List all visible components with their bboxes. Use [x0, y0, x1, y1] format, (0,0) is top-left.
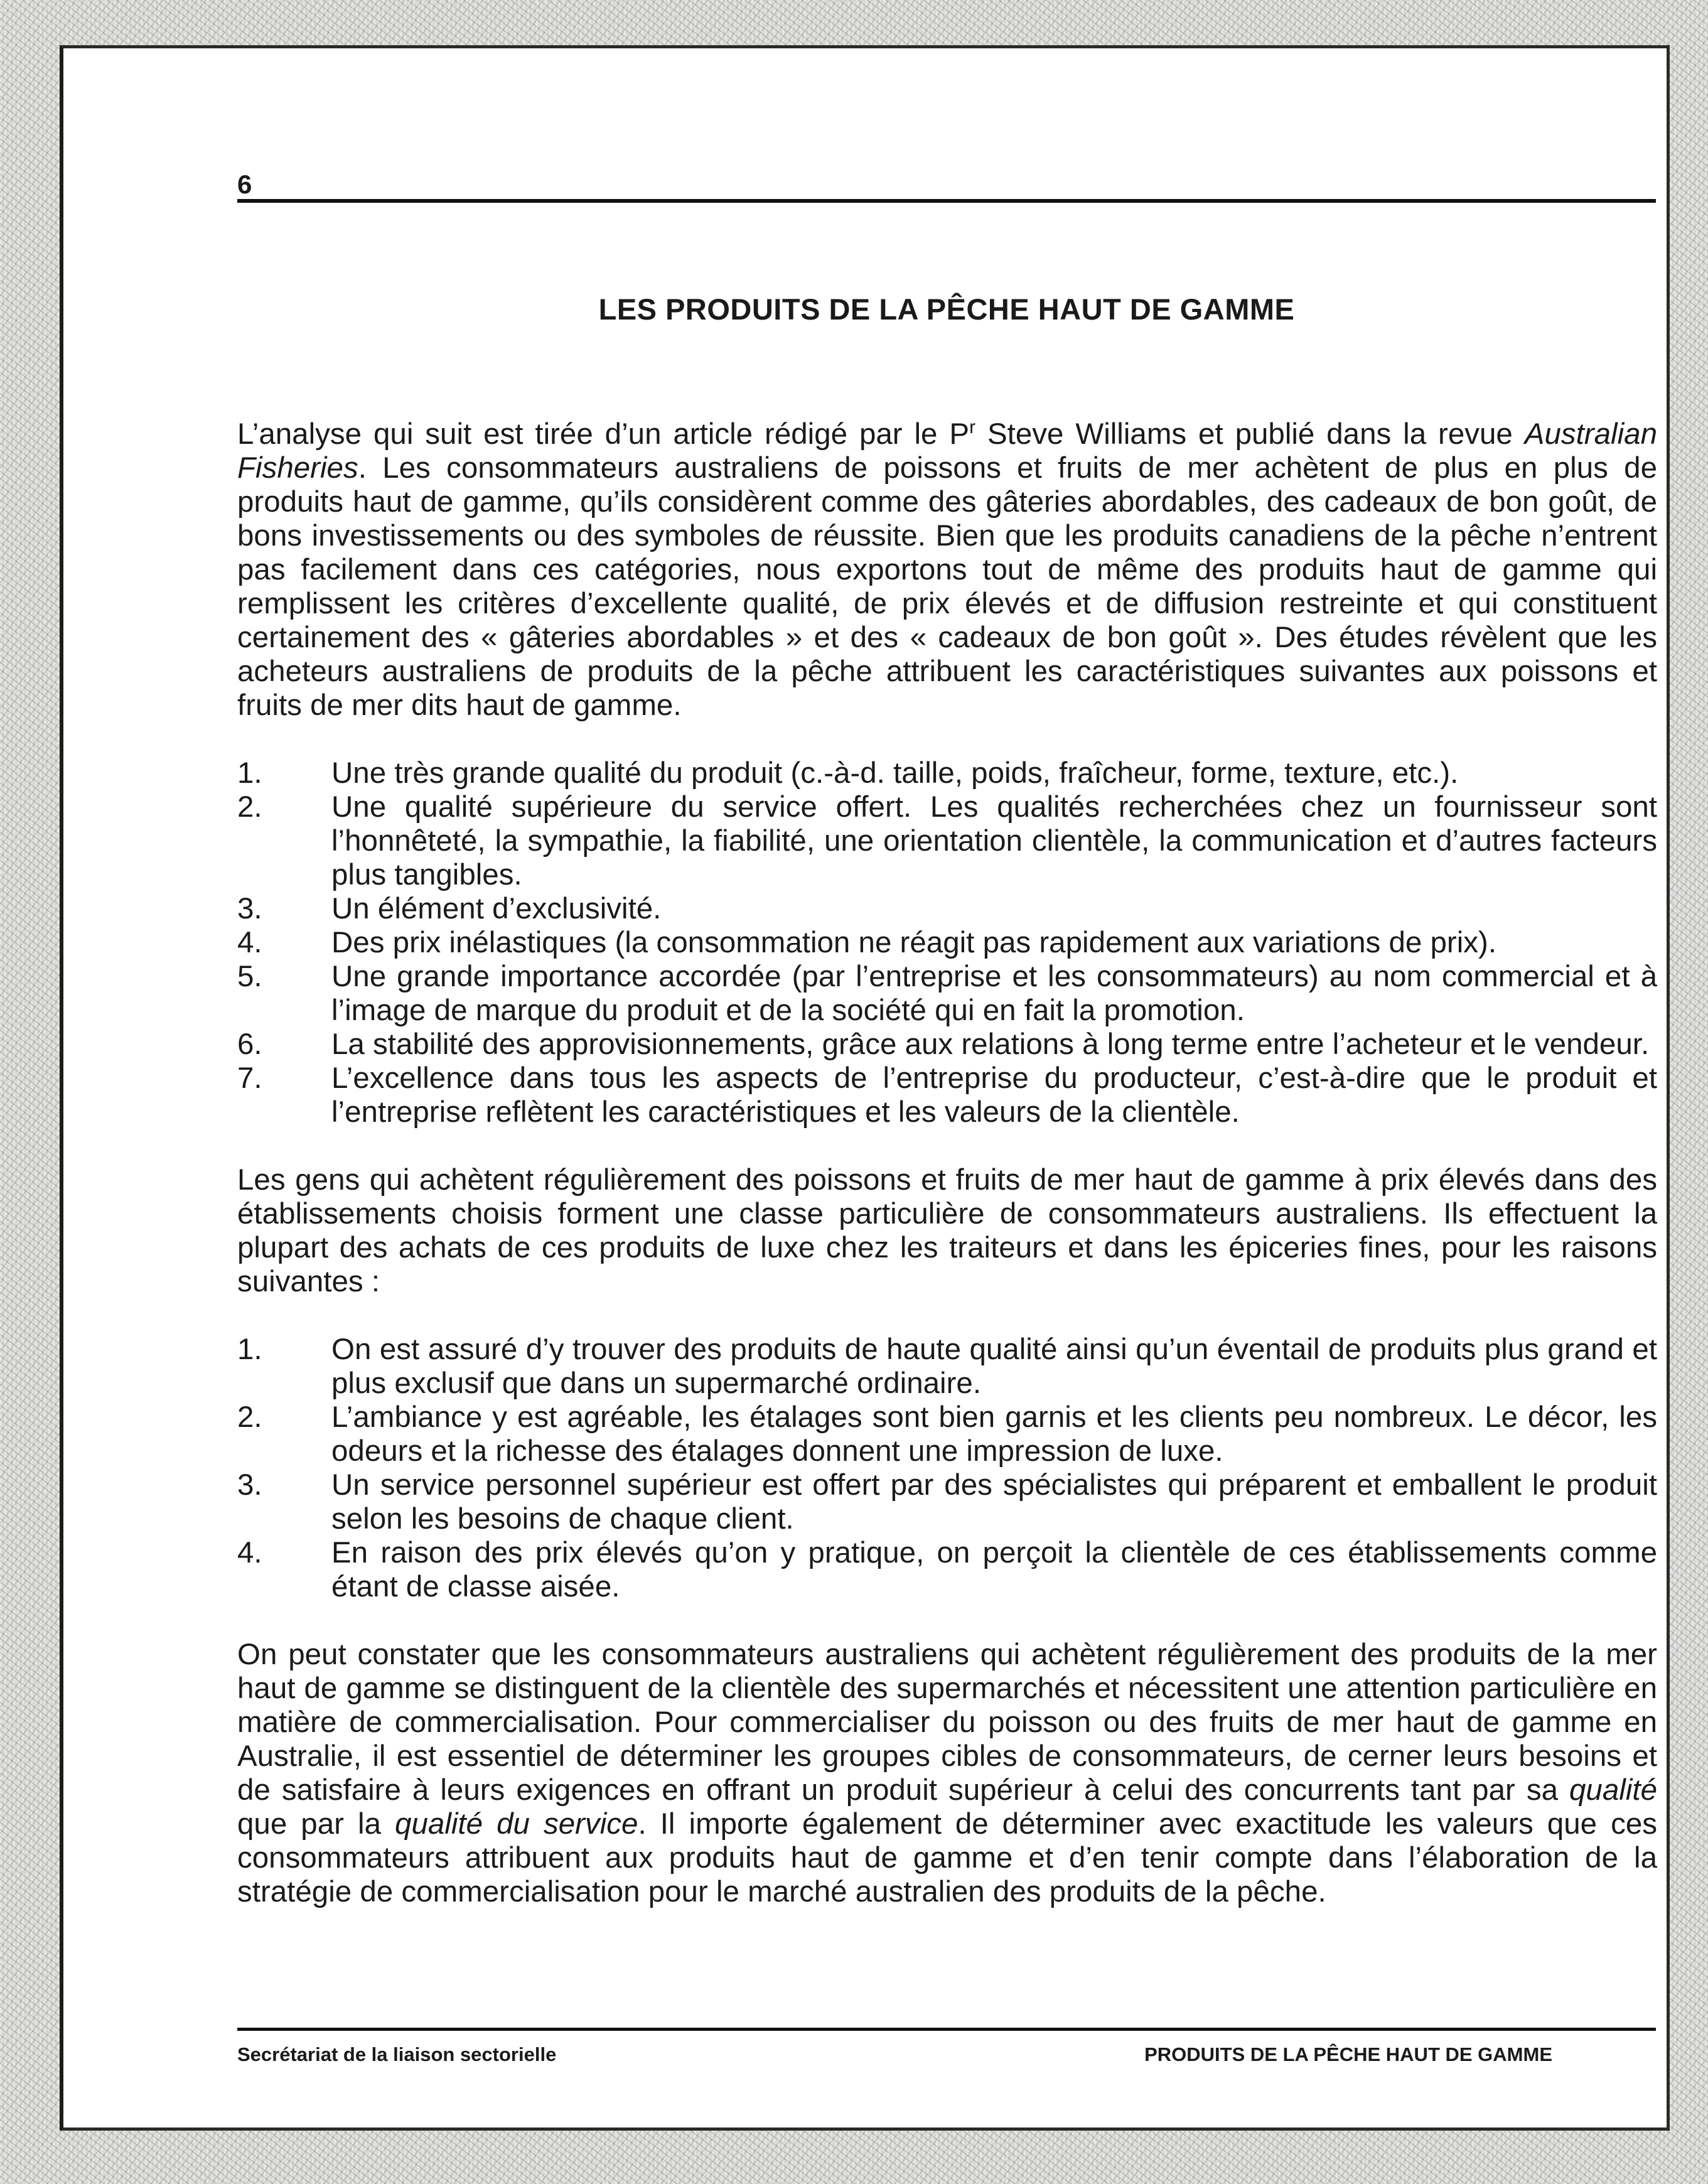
list-text: Des prix inélastiques (la consommation ne réagit pas rapidement aux variations de prix).: [331, 926, 1497, 959]
list-text: Une grande importance accordée (par l’entreprise et les consommateurs) au nom commercial et à l’image de marque du produit et de la société qui en fait la promotion.: [331, 960, 1657, 1027]
characteristics-list: [237, 756, 1657, 1129]
list-text: L’ambiance y est agréable, les étalages sont bien garnis et les clients peu nombreux. Le décor, les odeurs et la richesse des étalages donnent une impression de luxe.: [331, 1401, 1657, 1468]
document-page: [60, 45, 1670, 2131]
list-text: En raison des prix élevés qu’on y pratique, on perçoit la clientèle de ces établissements comme étant de classe aisée.: [331, 1536, 1657, 1603]
page-number: 6: [237, 169, 252, 199]
intro-text-1: L’analyse qui suit est tirée d’un article rédigé par le P: [237, 417, 970, 451]
article-body: [237, 417, 1657, 1909]
intro-paragraph: [237, 417, 1657, 723]
list-item: [237, 892, 1657, 926]
list-item: [237, 1028, 1657, 1062]
footer-right: PRODUITS DE LA PÊCHE HAUT DE GAMME: [1144, 2043, 1552, 2065]
list-number: 4.: [237, 1536, 262, 1569]
reasons-list: [237, 1333, 1657, 1604]
list-number: 7.: [237, 1062, 262, 1095]
list-text: La stabilité des approvisionnements, grâce aux relations à long terme entre l’acheteur et le vendeur.: [331, 1028, 1650, 1061]
intro-text-2: Steve Williams et publié dans la revue: [975, 417, 1525, 451]
conclusion-text-2: que par la: [237, 1807, 395, 1841]
list-number: 4.: [237, 926, 262, 959]
list-text: Un service personnel supérieur est offert par des spécialistes qui préparent et emballent le produit selon les besoins de chaque client.: [331, 1468, 1657, 1536]
emphasis-quality: qualité: [1569, 1773, 1657, 1807]
list-item: [237, 1401, 1657, 1468]
list-item: [237, 1333, 1657, 1401]
list-number: 3.: [237, 1468, 262, 1502]
list-number: 3.: [237, 892, 262, 925]
footer-left: Secrétariat de la liaison sectorielle: [237, 2043, 557, 2065]
conclusion-paragraph: [237, 1638, 1657, 1909]
list-text: L’excellence dans tous les aspects de l’entreprise du producteur, c’est-à-dire que le produit et l’entreprise reflètent les caractéristiques et les valeurs de la clientèle.: [331, 1062, 1657, 1129]
list-number: 6.: [237, 1028, 262, 1061]
list-item: [237, 790, 1657, 892]
list-item: [237, 1536, 1657, 1604]
list-number: 5.: [237, 960, 262, 993]
footer-rule: [237, 2028, 1656, 2031]
list-text: On est assuré d’y trouver des produits de haute qualité ainsi qu’un éventail de produits plus grand et plus exclusif que dans un supermarché ordinaire.: [331, 1333, 1657, 1400]
list-text: Un élément d’exclusivité.: [331, 892, 662, 925]
list-number: 1.: [237, 756, 262, 790]
list-number: 2.: [237, 790, 262, 824]
list-number: 2.: [237, 1401, 262, 1434]
title-superscript: r: [969, 417, 976, 438]
page-title: LES PRODUITS DE LA PÊCHE HAUT DE GAMME: [598, 293, 1295, 326]
intro-text-3: . Les consommateurs australiens de poissons et fruits de mer achètent de plus en plus de produits haut de gamme, qu’ils considèrent comme des gâteries abordables, des cadeaux de bon goût, de bons investissements ou des symboles de réussite. Bien que les produits canadiens de la pêche n’entrent pas facilement dans ces catégories, nous exportons tout de même des produits haut de gamme qui remplissent les critères d’excellente qualité, de prix élevés et de diffusion restreinte et qui constituent certainement des « gâteries abordables » et des « cadeaux de bon goût ». Des études révèlent que les acheteurs australiens de produits de la pêche attribuent les caractéristiques suivantes aux poissons et fruits de mer dits haut de gamme.: [237, 451, 1657, 722]
consumer-paragraph: Les gens qui achètent régulièrement des poissons et fruits de mer haut de gamme à prix élevés dans des établissements choisis forment une classe particulière de consommateurs australiens. Ils effectuent la plupart des achats de ces produits de luxe chez les traiteurs et dans les épiceries fines, pour les raisons suivantes :: [237, 1163, 1657, 1298]
conclusion-text-1: On peut constater que les consommateurs australiens qui achètent régulièrement des produits de la mer haut de gamme se distinguent de la clientèle des supermarchés et nécessitent une attention particulière en matière de commercialisation. Pour commercialiser du poisson ou des fruits de mer haut de gamme en Australie, il est essentiel de déterminer les groupes cibles de consommateurs, de cerner leurs besoins et de satisfaire à leurs exigences en offrant un produit supérieur à celui des concurrents tant par sa: [237, 1638, 1657, 1807]
header-rule: [237, 199, 1656, 203]
list-item: [237, 926, 1657, 960]
journal-name: Australian Fisheries: [237, 417, 1657, 485]
list-item: [237, 756, 1657, 790]
list-item: [237, 960, 1657, 1028]
conclusion-text-3: . Il importe également de déterminer avec exactitude les valeurs que ces consommateurs attribuent aux produits haut de gamme et d’en tenir compte dans l’élaboration de la stratégie de commercialisation pour le marché australien des produits de la pêche.: [237, 1807, 1658, 1908]
list-item: [237, 1468, 1657, 1536]
list-text: Une qualité supérieure du service offert. Les qualités recherchées chez un fournisseur sont l’honnêteté, la sympathie, la fiabilité, une orientation clientèle, la communication et d’autres facteurs plus tangibles.: [331, 790, 1657, 891]
list-item: [237, 1062, 1657, 1129]
list-text: Une très grande qualité du produit (c.-à-d. taille, poids, fraîcheur, forme, texture, etc.).: [331, 756, 1459, 790]
list-number: 1.: [237, 1333, 262, 1366]
emphasis-service-quality: qualité du service: [395, 1807, 638, 1841]
